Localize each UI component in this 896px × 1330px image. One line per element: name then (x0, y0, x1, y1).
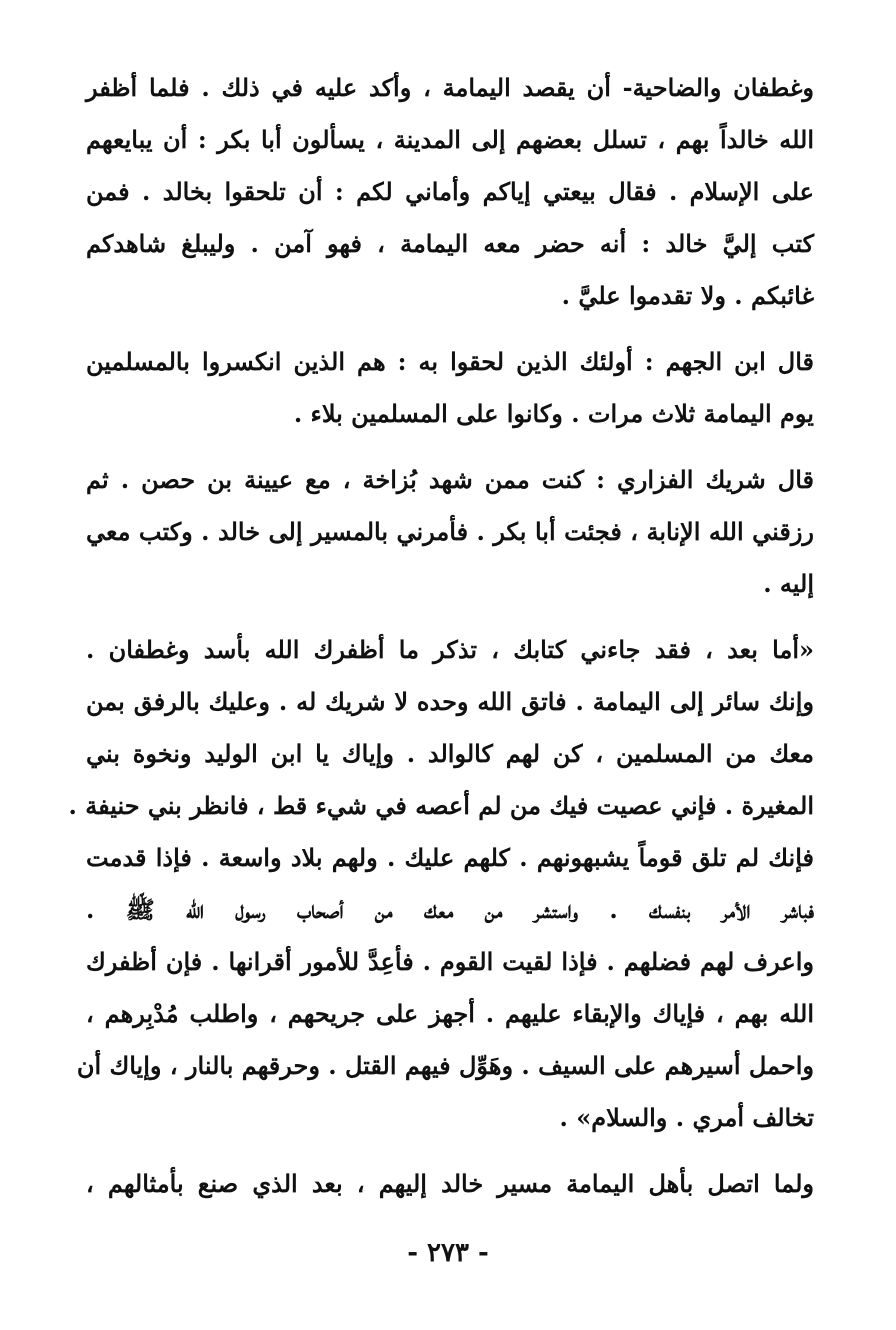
text-line: رزقني الله الإنابة ، فجئت أبا بكر . فأمرني بالمسير إلى خالد . وكتب معي (86, 517, 814, 546)
paragraph (86, 336, 814, 440)
text-line: يوم اليمامة ثلاث مرات . وكانوا على المسلمين بلاء . (293, 399, 814, 428)
text-line: فباشر الأمر بنفسك . واستشر من معك من أصحاب رسول الله ﷺ . (86, 895, 814, 924)
text-line: الله بهم ، فإياك والإبقاء عليهم . أجهز على جريحهم ، واطلب مُدْبِرهم ، (86, 999, 814, 1028)
text-line: على الإسلام . فقال بيعتي إياكم وأماني لكم : أن تلحقوا بخالد . فمن (86, 177, 814, 206)
text-line: قال ابن الجهم : أولئك الذين لحقوا به : هم الذين انكسروا بالمسلمين (86, 347, 814, 376)
text-line: المغيرة . فإني عصيت فيك من لم أعصه في شيء قط ، فانظر بني حنيفة . (68, 791, 814, 820)
paragraph (86, 1158, 814, 1210)
text-line: الله خالداً بهم ، تسلل بعضهم إلى المدينة ، يسألون أبا بكر : أن يبايعهم (86, 125, 814, 154)
paragraph (86, 454, 814, 610)
text-line: تخالف أمري . والسلام» . (559, 1103, 814, 1132)
paragraph (86, 62, 814, 322)
text-line: معك من المسلمين ، كن لهم كالوالد . وإياك يا ابن الوليد ونخوة بني (86, 739, 814, 768)
text-line: قال شريك الفزاري : كنت ممن شهد بُزاخة ، مع عيينة بن حصن . ثم (86, 465, 814, 494)
text-line: واحمل أسيرهم على السيف . وهَوِّل فيهم القتل . وحرقهم بالنار ، وإياك أن (76, 1051, 814, 1080)
text-line: فإنك لم تلق قوماً يشبهونهم . كلهم عليك . ولهم بلاد واسعة . فإذا قدمت (86, 843, 814, 872)
page-number: - ٢٧٣ - (407, 1238, 489, 1268)
text-line: «أما بعد ، فقد جاءني كتابك ، تذكر ما أظفرك الله بأسد وغطفان . (86, 635, 814, 664)
text-line: وإنك سائر إلى اليمامة . فاتق الله وحده لا شريك له . وعليك بالرفق بمن (86, 687, 814, 716)
text-line: ولما اتصل بأهل اليمامة مسير خالد إليهم ، بعد الذي صنع بأمثالهم ، (86, 1169, 814, 1198)
paragraph (68, 624, 814, 1144)
text-line: واعرف لهم فضلهم . فإذا لقيت القوم . فأعِدَّ للأمور أقرانها . فإن أظفرك (86, 947, 814, 976)
text-line: وغطفان والضاحية- أن يقصد اليمامة ، وأكد عليه في ذلك . فلما أظفر (86, 73, 814, 102)
text-line: غائبكم . ولا تقدموا عليَّ . (561, 281, 814, 310)
text-line: إليه . (763, 569, 814, 598)
text-line: كتب إليَّ خالد : أنه حضر معه اليمامة ، فهو آمن . وليبلغ شاهدكم (86, 229, 814, 258)
